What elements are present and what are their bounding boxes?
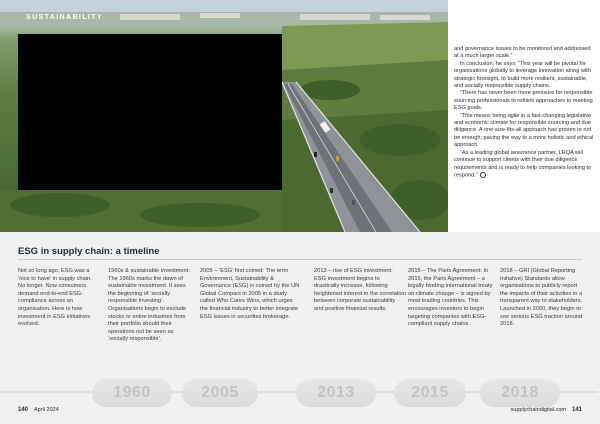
end-of-article-icon <box>480 172 486 178</box>
timeline-intro: Not so long ago, ESG was a ‘nice to have’ in supply chain. No longer. Now consumers demand end-to-end ESG-compliance across an organisation. Here is how investment in ESG initiatives evolved. <box>18 268 92 328</box>
year-marker-2013: 2013 <box>296 379 376 407</box>
year-marker-2015: 2015 <box>394 379 466 407</box>
page-number-left: 140 <box>18 407 29 413</box>
redacted-image-box <box>18 34 282 190</box>
page-number-right: 141 <box>571 407 582 413</box>
article-paragraph: and governance issues to be monitored and addressed at a much larger scale.” <box>454 46 591 60</box>
timeline-entry-2013: 2013 – rise of ESG investment: ESG investment begins to drastically increase, following heightened interest in the correlation between corporate sustainability and positive financial results. <box>314 268 407 312</box>
timeline-entry-2005: 2005 – ‘ESG’ first coined: The term Environment, Sustainability & Governance (ESG) is coined by the UN Global Compact in 2005 in a study called Who Cares Wins, which urges the financial industry to better integrate ESG issues in securities brokerage. <box>200 268 300 320</box>
timeline-title: ESG in supply chain: a timeline <box>18 246 160 257</box>
article-right-column <box>454 46 594 180</box>
timeline-entry-2015: 2015 – The Paris Agreement: In 2015, the Paris Agreement – a legally binding international treaty on climate change – is signed by most leading countries. This encourages investors to begin targeting companies with ESG-compliant supply chains. <box>408 268 493 328</box>
year-marker-1960: 1960 <box>92 379 172 407</box>
website-link[interactable]: supplychaindigital.com <box>510 407 566 413</box>
article-paragraph: “There has never been more pressure for responsible sourcing professionals to rethink approaches to meeting ESG goals. <box>454 90 593 112</box>
issue-date: April 2024 <box>34 407 59 413</box>
article-paragraph-text: “As a leading global assurance partner, LRQA will continue to support clients with their due diligence requirements and is ready to help companies looking to respond.” <box>454 149 592 179</box>
footer-left <box>18 407 59 413</box>
hero-photo <box>0 0 448 232</box>
year-marker-2018: 2018 <box>480 379 560 407</box>
timeline-divider <box>18 259 582 260</box>
article-paragraph: “This means being agile in a fast-changing legislative and economic climate for responsible sourcing and due diligence. A one-size-fits-all approach has proven to not be enough; paving the way to a more holistic and ethical approach. <box>454 112 594 149</box>
timeline-entry-1960: 1960s & sustainable investment: The 1960s marks the dawn of sustainable investment. It sees the beginning of ‘socially responsible investing’. Organisations begin to exclude stocks or entire industries from their portfolio should their operations not be seen as ‘socially responsible’. <box>108 268 190 343</box>
timeline-entry-2018: 2018 – GRI (Global Reporting Initiative) Standards allow organisations to publicly report the impacts of their activities in a transparent way to stakeholders. Launched in 2000, they begin to see serious ESG traction around 2018. <box>500 268 583 328</box>
article-paragraph: In conclusion, he says: “This year will be pivotal for organisations globally to leverage innovation along with strategic foresight, to build more resilient, sustainable, and socially responsible supply chains. <box>454 60 591 90</box>
section-label: SUSTAINABILITY <box>26 14 104 21</box>
article-paragraph <box>454 150 594 180</box>
footer-right <box>511 407 582 413</box>
year-marker-2005: 2005 <box>182 379 258 407</box>
